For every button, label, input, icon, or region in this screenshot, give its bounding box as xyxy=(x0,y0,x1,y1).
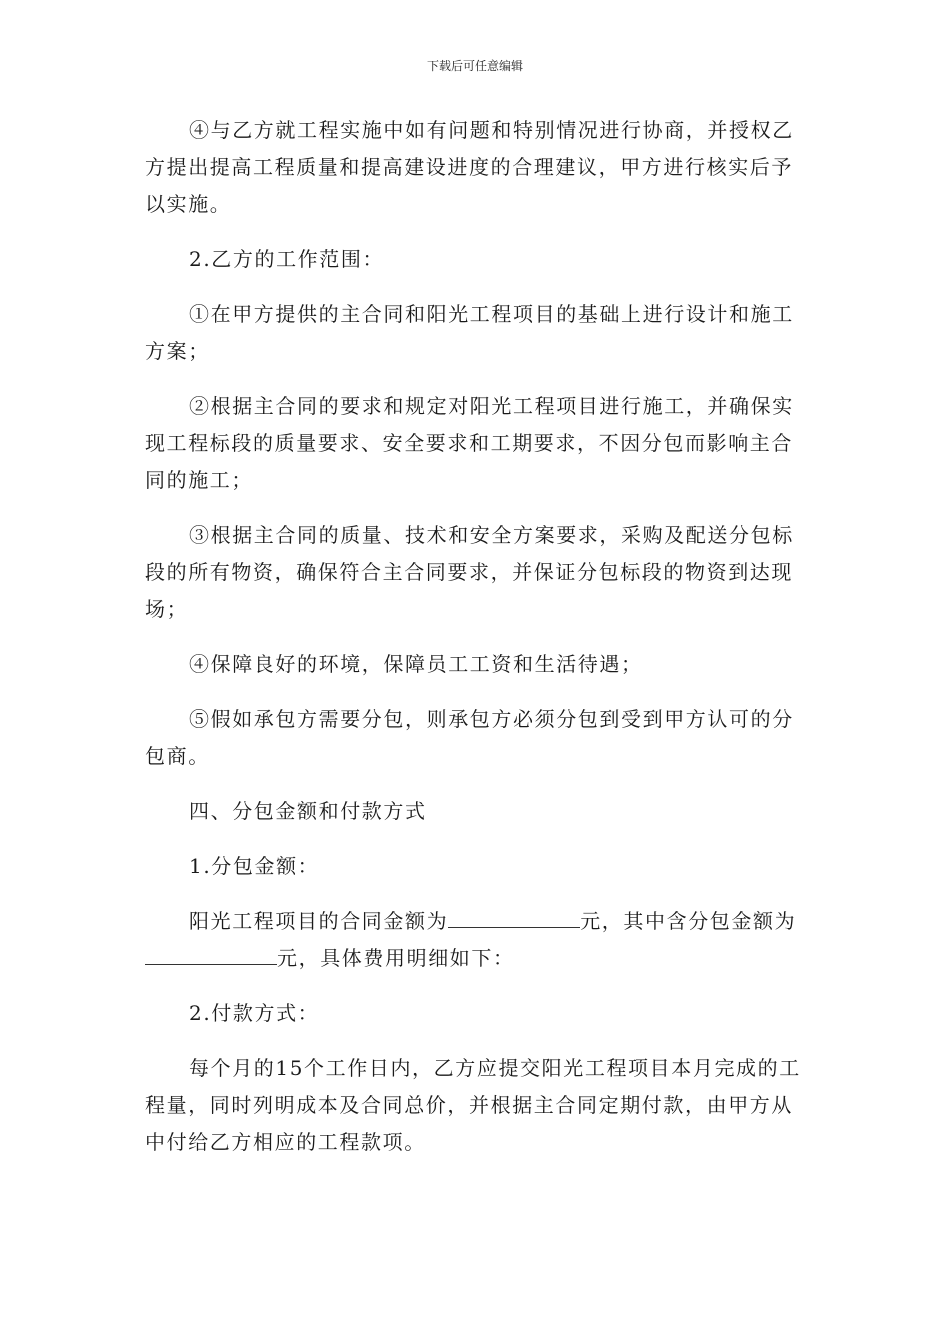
amount-text-2: 元，其中含分包金额为 xyxy=(580,909,797,933)
clause-5-subcontract: ⑤假如承包方需要分包，则承包方必须分包到受到甲方认可的分包商。 xyxy=(145,707,794,768)
section-2-heading: 2.乙方的工作范围： xyxy=(189,247,385,271)
subsection-1-heading: 1.分包金额： xyxy=(189,854,320,878)
contract-amount-blank xyxy=(448,905,580,928)
clause-3-materials: ③根据主合同的质量、技术和安全方案要求，采购及配送分包标段的所有物资，确保符合主合同要求，并保证分包标段的物资到达现场； xyxy=(145,523,794,621)
clause-4-environment: ④保障良好的环境，保障员工工资和生活待遇； xyxy=(189,652,643,676)
payment-paragraph: 每个月的15个工作日内，乙方应提交阳光工程项目本月完成的工程量，同时列明成本及合同总价，并根据主合同定期付款，由甲方从中付给乙方相应的工程款项。 xyxy=(145,1056,801,1154)
subcontract-amount-blank xyxy=(145,942,277,965)
clause-2-construction: ②根据主合同的要求和规定对阳光工程项目进行施工，并确保实现工程标段的质量要求、安全要求和工期要求，不因分包而影响主合同的施工； xyxy=(145,394,794,492)
subsection-2-heading: 2.付款方式： xyxy=(189,1001,320,1025)
clause-4-negotiation: ④与乙方就工程实施中如有问题和特别情况进行协商，并授权乙方提出提高工程质量和提高建设进度的合理建议，甲方进行核实后予以实施。 xyxy=(145,118,794,216)
section-4-heading: 四、分包金额和付款方式 xyxy=(189,799,427,823)
clause-1-design: ①在甲方提供的主合同和阳光工程项目的基础上进行设计和施工方案； xyxy=(145,302,794,363)
page-header: 下载后可任意编辑 xyxy=(426,59,523,73)
amount-text-3: 元，具体费用明细如下： xyxy=(277,946,515,970)
document-body xyxy=(145,112,805,1179)
amount-paragraph xyxy=(145,903,805,977)
amount-text-1: 阳光工程项目的合同金额为 xyxy=(189,909,449,933)
